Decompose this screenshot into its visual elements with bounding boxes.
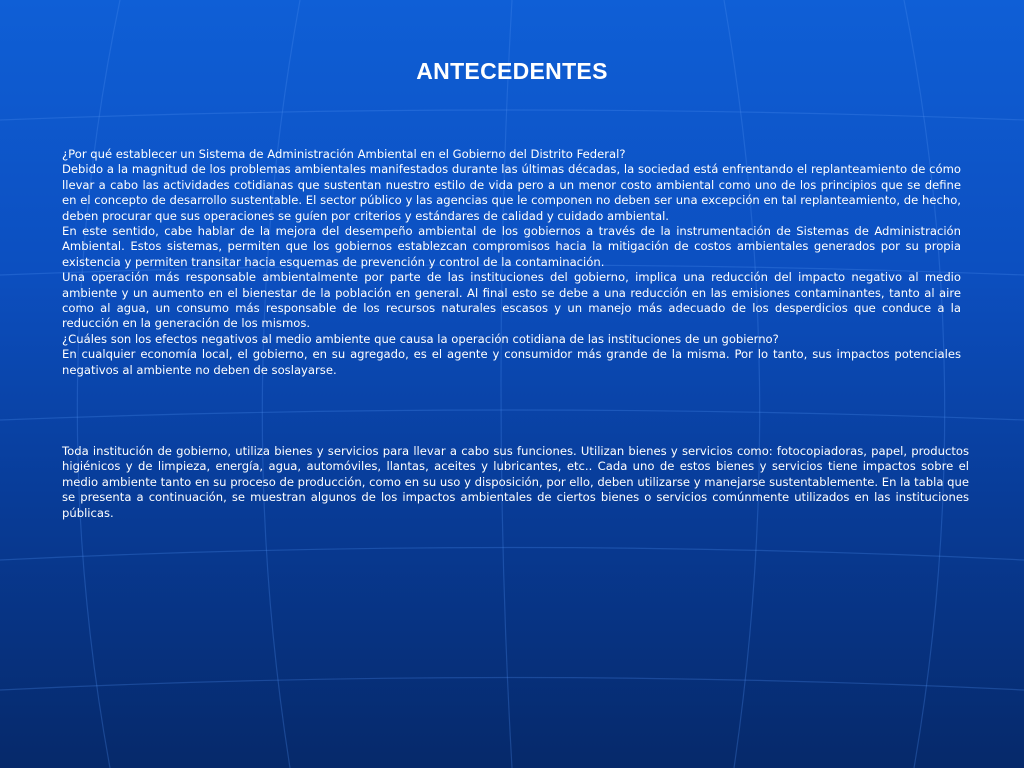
body-paragraph: Toda institución de gobierno, utiliza bienes y servicios para llevar a cabo sus funciones. Utilizan bienes y servicios como: fotocopiadoras, papel, productos higiénicos y de limpieza, energía, agua, automóviles, llantas, aceites y lubricantes, etc.. Cada uno de estos bienes y servicios tiene impactos sobre el medio ambiente tanto en su proceso de producción, como en su uso y disposición, por ello, deben utilizarse y manejarse sustentablemente. En la tabla que se presenta a continuación, se muestran algunos de los impactos ambientales de ciertos bienes o servicios comúnmente utilizados en las instituciones públicas.: [62, 444, 969, 520]
body-paragraph: En este sentido, cabe hablar de la mejora del desempeño ambiental de los gobiernos a través de la instrumentación de Sistemas de Administración Ambiental. Estos sistemas, permiten que los gobiernos establezcan compromisos hacia la mitigación de costos ambientales generados por su propia existencia y permiten transitar hacia esquemas de prevención y control de la contaminación.: [62, 224, 961, 269]
body-text-block-1: [62, 147, 961, 378]
body-paragraph: Una operación más responsable ambientalmente por parte de las instituciones del gobierno, implica una reducción del impacto negativo al medio ambiente y un aumento en el bienestar de la población en general. Al final esto se debe a una reducción en las emisiones contaminantes, tanto al aire como al agua, un consumo más responsable de los recursos naturales escasos y un manejo más adecuado de los desperdicios que conduce a la reducción en la generación de los mismos.: [62, 270, 961, 331]
body-paragraph: En cualquier economía local, el gobierno, en su agregado, es el agente y consumidor más grande de la misma. Por lo tanto, sus impactos potenciales negativos al ambiente no deben de soslayarse.: [62, 347, 961, 377]
question-paragraph: ¿Cuáles son los efectos negativos al medio ambiente que causa la operación cotidiana de las instituciones de un gobierno?: [62, 331, 779, 346]
body-text-block-2: [62, 444, 969, 521]
body-paragraph: Debido a la magnitud de los problemas ambientales manifestados durante las últimas décadas, la sociedad está enfrentando el replanteamiento de cómo llevar a cabo las actividades cotidianas que sustentan nuestro estilo de vida pero a un menor costo ambiental como uno de los principios que se define en el concepto de desarrollo sustentable. El sector público y las agencias que le componen no deben ser una excepción en tal replanteamiento, de hecho, deben procurar que sus operaciones se guíen por criterios y estándares de calidad y cuidado ambiental.: [62, 162, 961, 223]
question-paragraph: ¿Por qué establecer un Sistema de Administración Ambiental en el Gobierno del Distrito Federal?: [62, 147, 626, 161]
slide-title: ANTECEDENTES: [416, 58, 608, 84]
